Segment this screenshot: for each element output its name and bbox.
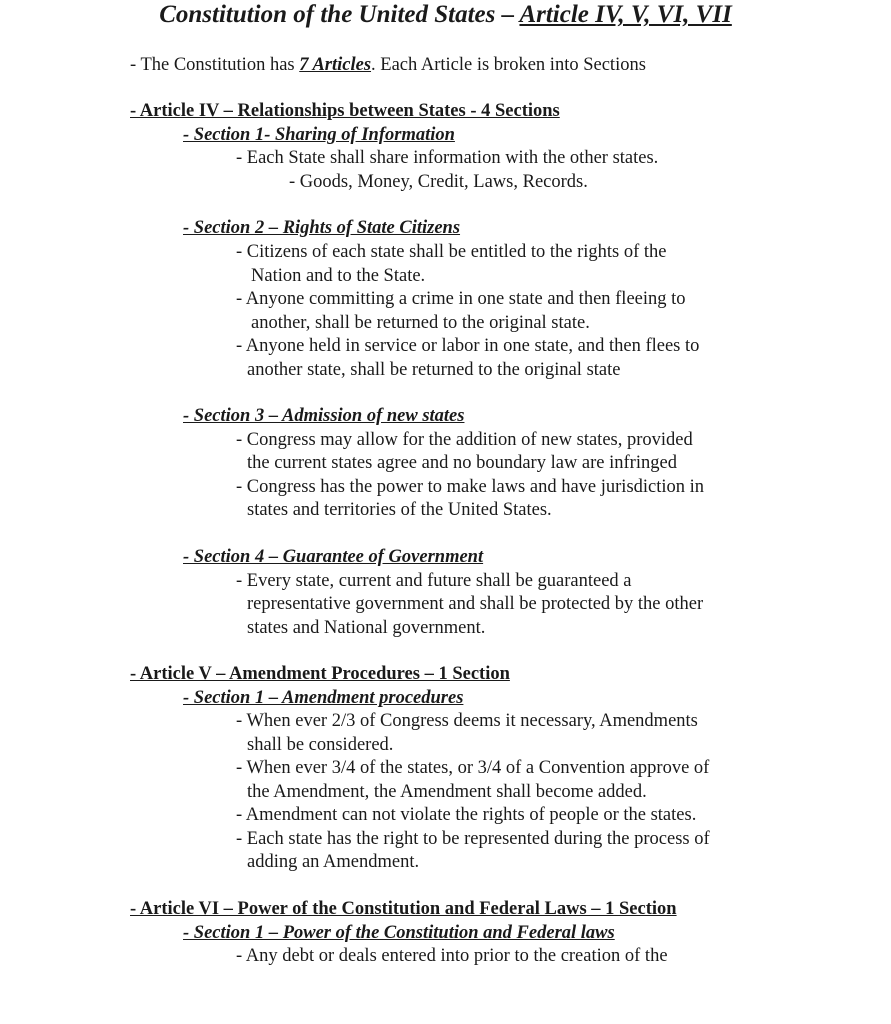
intro-articles-count: 7 Articles <box>299 55 372 75</box>
article-iv-s2-line: - Anyone committing a crime in one state and then fleeing to <box>236 289 686 309</box>
article-v-heading: - Article V – Amendment Procedures – 1 Section <box>130 664 510 684</box>
article-v-s1-line: - When ever 3/4 of the states, or 3/4 of a Convention approve of <box>236 758 710 778</box>
article-iv-section-3-heading: - Section 3 – Admission of new states <box>183 406 465 426</box>
article-iv-s4-line: states and National government. <box>247 618 486 638</box>
article-iv-s4-line: representative government and shall be protected by the other <box>247 594 704 614</box>
article-iv-s3-line: the current states agree and no boundary law are infringed <box>247 453 677 473</box>
intro-after: . Each Article is broken into Sections <box>371 55 646 75</box>
article-v-s1-line: the Amendment, the Amendment shall become added. <box>247 782 647 802</box>
article-iv-s2-line: - Citizens of each state shall be entitled to the rights of the <box>236 242 667 262</box>
article-iv-section-1-heading: - Section 1- Sharing of Information <box>183 125 455 145</box>
article-v-s1-line: - Amendment can not violate the rights of people or the states. <box>236 805 697 825</box>
article-iv-s2-line: Nation and to the State. <box>251 266 426 286</box>
article-iv-s1-line: - Goods, Money, Credit, Laws, Records. <box>289 172 588 192</box>
article-iv-s2-line: another, shall be returned to the original state. <box>251 313 590 333</box>
article-iv-s1-line: - Each State shall share information with the other states. <box>236 148 659 168</box>
article-vi-section-1-heading: - Section 1 – Power of the Constitution and Federal laws <box>183 923 615 943</box>
article-v-s1-line: - Each state has the right to be represented during the process of <box>236 829 710 849</box>
intro-line <box>130 54 646 78</box>
article-iv-s4-line: - Every state, current and future shall be guaranteed a <box>236 571 632 591</box>
article-v-section-1-heading: - Section 1 – Amendment procedures <box>183 688 464 708</box>
article-iv-s3-line: - Congress may allow for the addition of new states, provided <box>236 430 693 450</box>
intro-before: - The Constitution has <box>130 55 300 75</box>
title-prefix: Constitution of the United States – <box>159 1 520 28</box>
article-iv-s3-line: - Congress has the power to make laws and have jurisdiction in <box>236 477 705 497</box>
title-articles: Article IV, V, VI, VII <box>519 1 732 28</box>
article-iv-heading: - Article IV – Relationships between States - 4 Sections <box>130 101 560 121</box>
article-iv-s3-line: states and territories of the United States. <box>247 500 552 520</box>
article-v-s1-line: - When ever 2/3 of Congress deems it necessary, Amendments <box>236 711 698 731</box>
page-title <box>0 0 891 30</box>
article-vi-s1-line: - Any debt or deals entered into prior to the creation of the <box>236 946 668 966</box>
article-iv-section-4-heading: - Section 4 – Guarantee of Government <box>183 547 484 567</box>
article-vi-heading: - Article VI – Power of the Constitution and Federal Laws – 1 Section <box>130 899 677 919</box>
article-iv-section-2-heading: - Section 2 – Rights of State Citizens <box>183 218 461 238</box>
article-iv-s2-line: another state, shall be returned to the original state <box>247 360 621 380</box>
article-v-s1-line: shall be considered. <box>247 735 394 755</box>
article-v-s1-line: adding an Amendment. <box>247 852 420 872</box>
article-iv-s2-line: - Anyone held in service or labor in one state, and then flees to <box>236 336 700 356</box>
